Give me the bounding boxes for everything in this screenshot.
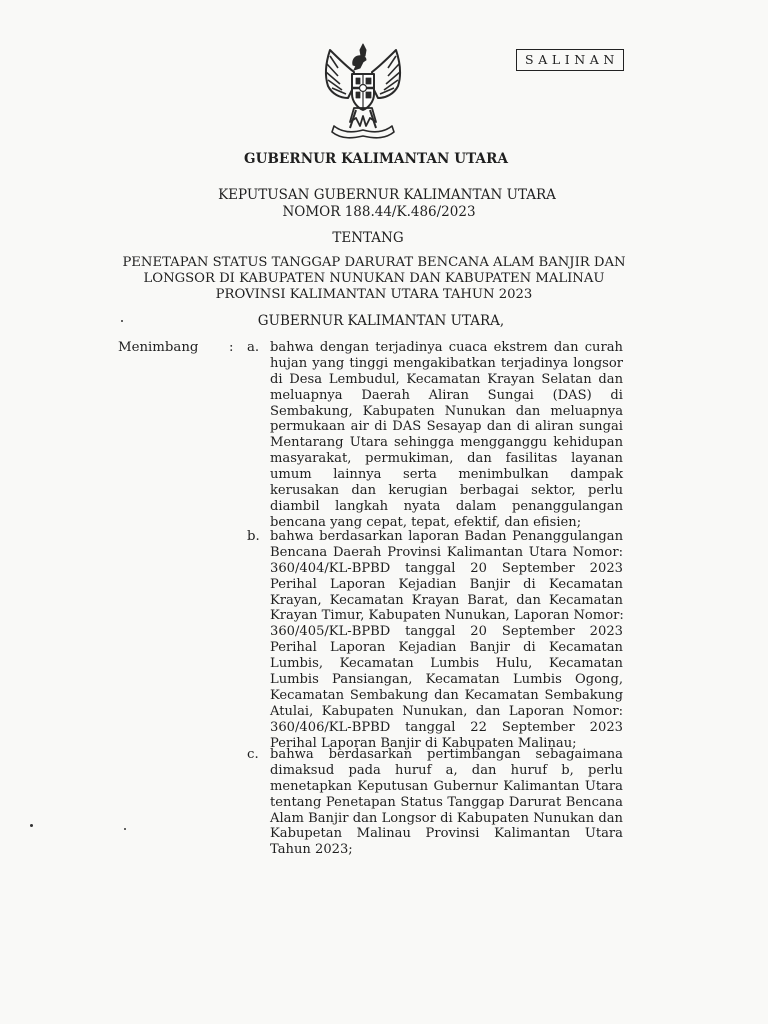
subject-line: PROVINSI KALIMANTAN UTARA TAHUN 2023 (215, 287, 533, 302)
item-line: menetapkan Keputusan Gubernur Kalimantan Utara (270, 778, 623, 794)
item-line: masyarakat, permukiman, dan fasilitas layanan (270, 451, 623, 467)
item-line: Kecamatan Sembakung dan Kecamatan Sembakung (270, 687, 623, 703)
item-line: Perihal Laporan Kejadian Banjir di Kecamatan (270, 576, 623, 592)
item-line: Lumbis Pansiangan, Kecamatan Lumbis Ogong, (270, 672, 623, 688)
item-line: bahwa dengan terjadinya cuaca ekstrem dan curah (270, 340, 623, 355)
item-line: Perihal Laporan Kejadian Banjir di Kecamatan (270, 640, 623, 656)
consideration-item-c (270, 747, 623, 858)
speck-mark (124, 828, 126, 830)
governor-heading: GUBERNUR KALIMANTAN UTARA (243, 151, 509, 167)
item-line: bahwa berdasarkan pertimbangan sebagaimana (270, 747, 623, 762)
item-letter-a: a. (247, 340, 260, 355)
copy-stamp: SALINAN (516, 49, 624, 71)
item-line: kerusakan dan kerugian berbagai sektor, perlu (270, 483, 623, 499)
item-line: Krayan Timur, Kabupaten Nunukan, Laporan Nomor: (270, 608, 624, 624)
item-line: dimaksud pada huruf a, dan huruf b, perlu (270, 762, 623, 778)
item-line: hujan yang tinggi mengakibatkan terjadinya longsor (270, 355, 623, 371)
item-line: Perihal Laporan Banjir di Kabupaten Malinau; (270, 735, 577, 751)
item-line: tentang Penetapan Status Tanggap Darurat Bencana (270, 794, 623, 810)
item-line: umum lainnya serta menimbulkan dampak (270, 467, 623, 483)
item-line: Atulai, Kabupaten Nunukan, dan Laporan Nomor: (270, 703, 623, 719)
item-line: 360/404/KL-BPBD tanggal 20 September 2023 (270, 560, 623, 576)
item-line: Kabupetan Malinau Provinsi Kalimantan Utara (270, 826, 623, 842)
subject-line: LONGSOR DI KABUPATEN NUNUKAN DAN KABUPATEN MALINAU (143, 271, 605, 286)
item-letter-c: c. (247, 747, 259, 762)
considering-label: Menimbang (118, 340, 199, 355)
item-line: Tahun 2023; (270, 842, 353, 858)
item-line: Krayan, Kecamatan Krayan Barat, dan Kecamatan (270, 592, 623, 608)
item-letter-b: b. (247, 529, 260, 544)
decree-number: NOMOR 188.44/K.486/2023 (282, 204, 476, 220)
item-line: diambil langkah nyata dalam penanggulangan (270, 498, 623, 514)
item-line: 360/406/KL-BPBD tanggal 22 September 2023 (270, 719, 623, 735)
subject-line: PENETAPAN STATUS TANGGAP DARURAT BENCANA ALAM BANJIR DAN (122, 255, 626, 270)
addressee-heading: GUBERNUR KALIMANTAN UTARA, (257, 313, 505, 329)
item-line: Sembakung, Kabupaten Nunukan dan meluapnya (270, 403, 623, 419)
item-line: Alam Banjir dan Longsor di Kabupaten Nunukan dan (270, 810, 623, 826)
considering-colon: : (229, 340, 234, 355)
consideration-item-a (270, 340, 623, 531)
decree-subject (118, 255, 630, 303)
item-line: permukaan air di DAS Sesayap dan di aliran sungai (270, 419, 623, 435)
decree-title: KEPUTUSAN GUBERNUR KALIMANTAN UTARA (218, 187, 556, 203)
item-line: Lumbis, Kecamatan Lumbis Hulu, Kecamatan (270, 656, 623, 672)
item-line: di Desa Lembudul, Kecamatan Krayan Selatan dan (270, 371, 623, 387)
item-line: Mentarang Utara sehingga mengganggu kehidupan (270, 435, 623, 451)
item-line: Bencana Daerah Provinsi Kalimantan Utara Nomor: (270, 544, 623, 560)
item-line: bahwa berdasarkan laporan Badan Penanggulangan (270, 529, 623, 544)
item-line: bencana yang cepat, tepat, efektif, dan efisien; (270, 514, 582, 530)
speck-mark (30, 824, 33, 827)
garuda-emblem-icon (316, 42, 410, 142)
about-heading: TENTANG (332, 230, 404, 246)
item-line: meluapnya Daerah Aliran Sungai (DAS) di (270, 387, 623, 403)
item-line: 360/405/KL-BPBD tanggal 20 September 2023 (270, 624, 623, 640)
consideration-item-b (270, 529, 623, 751)
